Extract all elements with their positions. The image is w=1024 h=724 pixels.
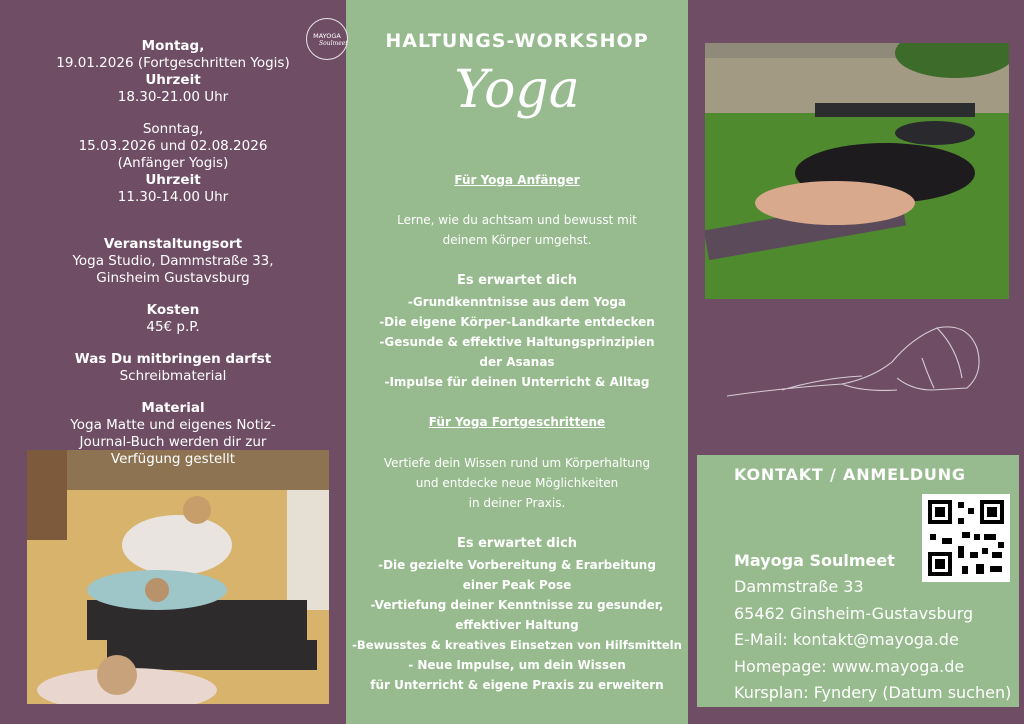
beginners-expect: Es erwartet dich: [456, 273, 578, 288]
advanced-item-4: effektiver Haltung: [455, 618, 579, 632]
logo-line2: Soulmeet: [319, 40, 348, 47]
material-line2: Journal-Buch werden dir zur: [79, 434, 267, 450]
garden-yoga-photo: [705, 43, 1009, 299]
schedule-monday: [0, 38, 346, 106]
beginners-item-5: -Impulse für deinen Unterricht & Alltag: [384, 375, 650, 389]
beginners-intro2: deinem Körper umgehst.: [442, 233, 592, 247]
qr-code[interactable]: [922, 494, 1010, 582]
cost-value: 45€ p.P.: [146, 319, 200, 335]
advanced-intro3: in deiner Praxis.: [468, 496, 566, 510]
contact-street: Dammstraße 33: [734, 577, 864, 596]
advanced-intro2: und entdecke neue Möglichkeiten: [415, 476, 619, 490]
material-line3: Verfügung gestellt: [110, 451, 236, 467]
schedule1-day: Montag,: [141, 38, 205, 54]
material-line1: Yoga Matte und eigenes Notiz-: [70, 417, 276, 433]
bring-label: Was Du mitbringen darfst: [74, 351, 272, 367]
schedule1-date: 19.01.2026 (Fortgeschritten Yogis): [56, 55, 290, 71]
child-pose-line-drawing: [722, 318, 992, 400]
bring-section: [0, 351, 346, 385]
advanced-item-1: -Die gezielte Vorbereitung & Erarbeitung: [378, 558, 656, 572]
advanced-item-2: einer Peak Pose: [462, 578, 572, 592]
advanced-heading: Für Yoga Fortgeschrittene: [428, 415, 606, 429]
studio-group-photo: [27, 450, 329, 704]
logo-line1: MAYOGA: [313, 32, 341, 40]
schedule1-time: 18.30-21.00 Uhr: [117, 89, 229, 105]
material-line3-wrap: [0, 451, 346, 468]
workshop-title: HALTUNGS-WORKSHOP: [385, 30, 649, 52]
contact-homepage[interactable]: Homepage: www.mayoga.de: [734, 657, 965, 676]
schedule-sunday: [0, 121, 346, 206]
contact-name: Mayoga Soulmeet: [734, 551, 895, 570]
material-label: Material: [141, 400, 205, 416]
contact-email[interactable]: E-Mail: kontakt@mayoga.de: [734, 630, 959, 649]
advanced-expect: Es erwartet dich: [456, 536, 578, 551]
bring-value: Schreibmaterial: [119, 368, 227, 384]
material-section: [0, 400, 346, 451]
venue-line1: Yoga Studio, Dammstraße 33,: [72, 253, 274, 269]
beginners-intro1: Lerne, wie du achtsam und bewusst mit: [397, 213, 637, 227]
brand-logo: [306, 18, 348, 60]
schedule2-time: 11.30-14.00 Uhr: [117, 189, 229, 205]
advanced-item-7: für Unterricht & eigene Praxis zu erweitern: [370, 678, 664, 692]
contact-heading: KONTAKT / ANMELDUNG: [734, 465, 966, 484]
schedule2-note: (Anfänger Yogis): [117, 155, 229, 171]
beginners-heading: Für Yoga Anfänger: [454, 173, 580, 187]
schedule2-date: 15.03.2026 und 02.08.2026: [78, 138, 268, 154]
venue-label: Veranstaltungsort: [103, 236, 243, 252]
schedule1-time-label: Uhrzeit: [145, 72, 201, 88]
yoga-script-title: Yoga: [454, 60, 580, 120]
advanced-item-3: -Vertiefung deiner Kenntnisse zu gesunder,: [370, 598, 664, 612]
beginners-item-1: -Grundkenntnisse aus dem Yoga: [407, 295, 627, 309]
beginners-item-2: -Die eigene Körper-Landkarte entdecken: [379, 315, 655, 329]
contact-kursplan: Kursplan: Fyndery (Datum suchen): [734, 683, 1012, 702]
schedule2-time-label: Uhrzeit: [145, 172, 201, 188]
venue-section: [0, 236, 346, 287]
cost-section: [0, 302, 346, 336]
advanced-intro1: Vertiefe dein Wissen rund um Körperhaltung: [383, 456, 651, 470]
advanced-item-6: - Neue Impulse, um dein Wissen: [408, 658, 626, 672]
advanced-item-5: -Bewusstes & kreatives Einsetzen von Hilfsmitteln: [352, 638, 682, 652]
venue-line2: Ginsheim Gustavsburg: [96, 270, 250, 286]
schedule2-day: Sonntag,: [142, 121, 204, 137]
cost-label: Kosten: [146, 302, 200, 318]
beginners-item-3: -Gesunde & effektive Haltungsprinzipien: [379, 335, 655, 349]
beginners-item-4: der Asanas: [479, 355, 555, 369]
contact-city: 65462 Ginsheim-Gustavsburg: [734, 604, 974, 623]
